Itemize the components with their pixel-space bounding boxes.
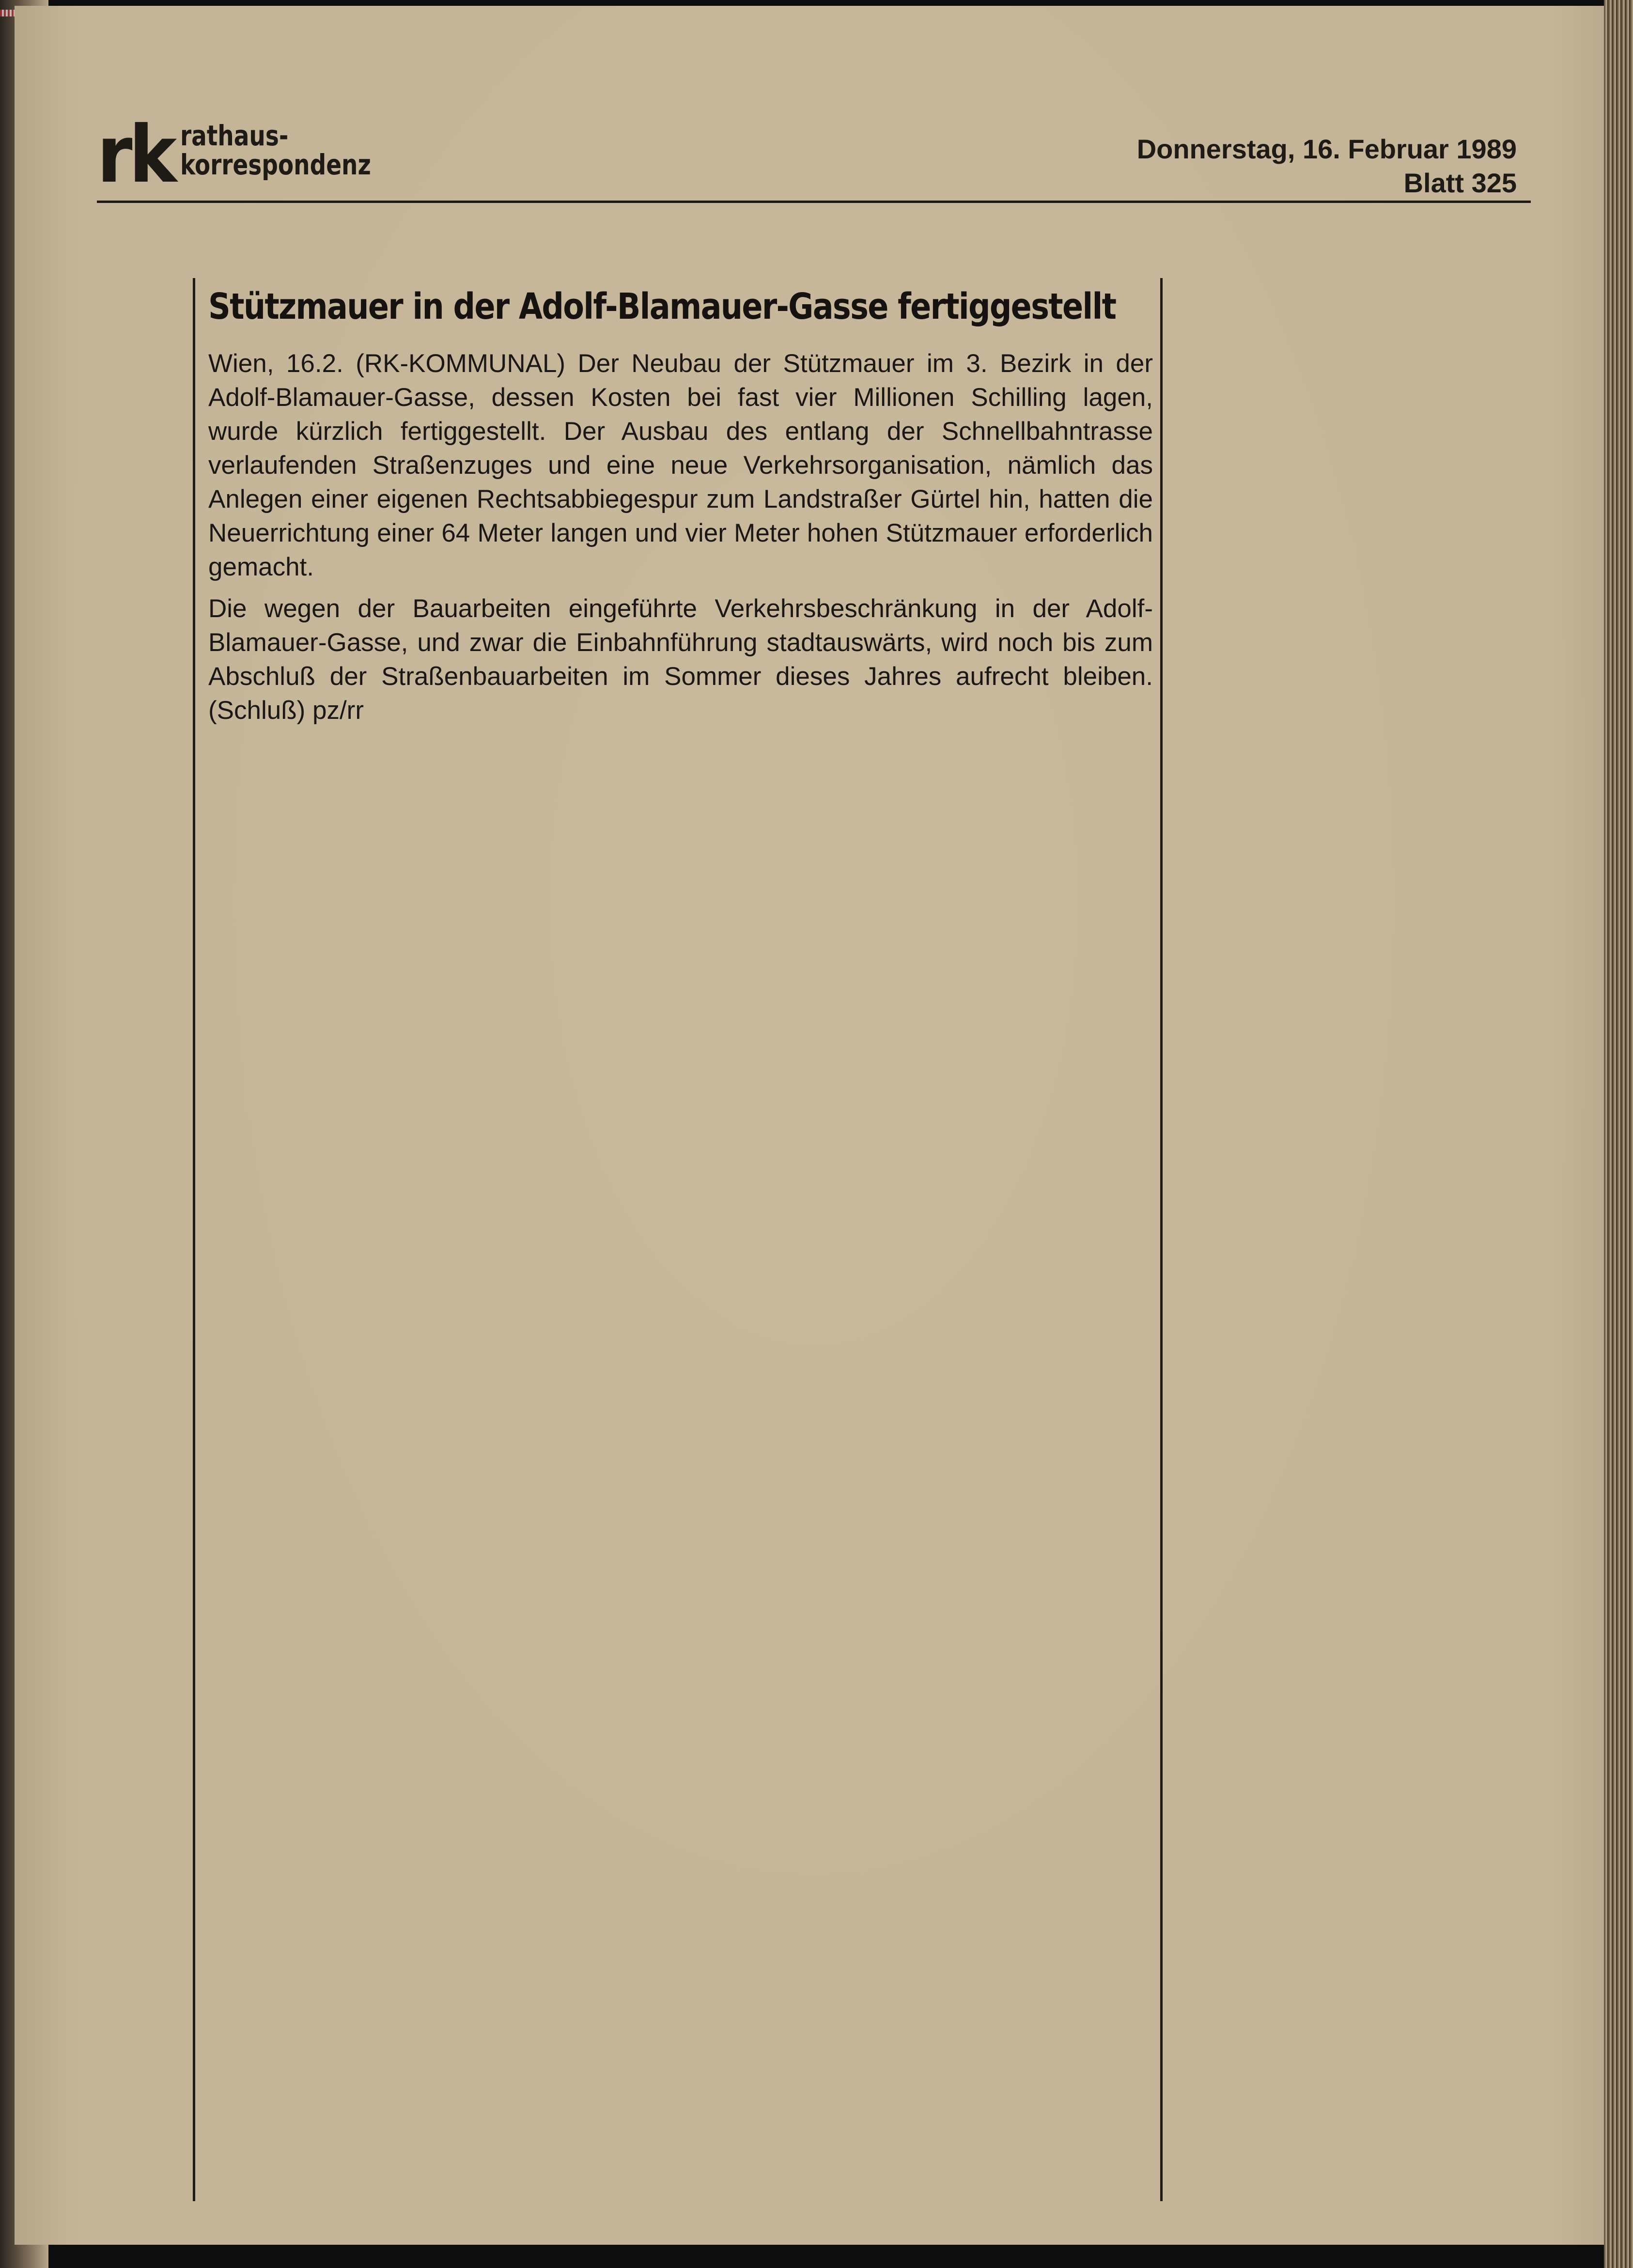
article-paragraph-2: Die wegen der Bauarbeiten eingeführte Verkehrsbeschränkung in der Adolf-Blamauer-Gasse, und zwar die Einbahnführung stadtauswärts, wird noch bis zum Abschluß der Straßenbauarbeiten im Sommer dieses Jahres aufrecht bleiben. (Schluß) pz/rr <box>208 594 1153 725</box>
rk-logo <box>97 109 397 201</box>
sheet-number: Blatt 325 <box>1403 168 1517 198</box>
logo-mark: rk <box>97 109 173 201</box>
article-frame-left <box>193 278 195 2201</box>
masthead-rule <box>97 201 1531 203</box>
logo-wordmark <box>180 121 371 179</box>
article-paragraph-1: Wien, 16.2. (RK-KOMMUNAL) Der Neubau der Stützmauer im 3. Bezirk in der Adolf-Blamauer-Gasse, dessen Kosten bei fast vier Millionen Schilling lagen, wurde kürzlich fertiggestellt. Der Ausbau des entlang der Schnellbahntrasse verlaufenden Straßenzuges und eine neue Verkehrsorganisation, nämlich das Anlegen einer eigenen Rechtsabbiegespur zum Landstraßer Gürtel hin, hatten die Neuerrichtung einer 64 Meter langen und vier Meter hohen Stützmauer erforderlich gemacht. <box>208 349 1153 581</box>
article <box>208 280 1153 735</box>
page-stack-edge <box>1604 0 1633 2268</box>
issue-date: Donnerstag, 16. Februar 1989 <box>1136 134 1517 164</box>
logo-line-2: korrespondenz <box>180 148 371 181</box>
logo-line-1: rathaus- <box>180 119 289 152</box>
article-headline: Stützmauer in der Adolf-Blamauer-Gasse fertiggestellt <box>208 286 1116 327</box>
article-frame-right <box>1160 278 1163 2201</box>
